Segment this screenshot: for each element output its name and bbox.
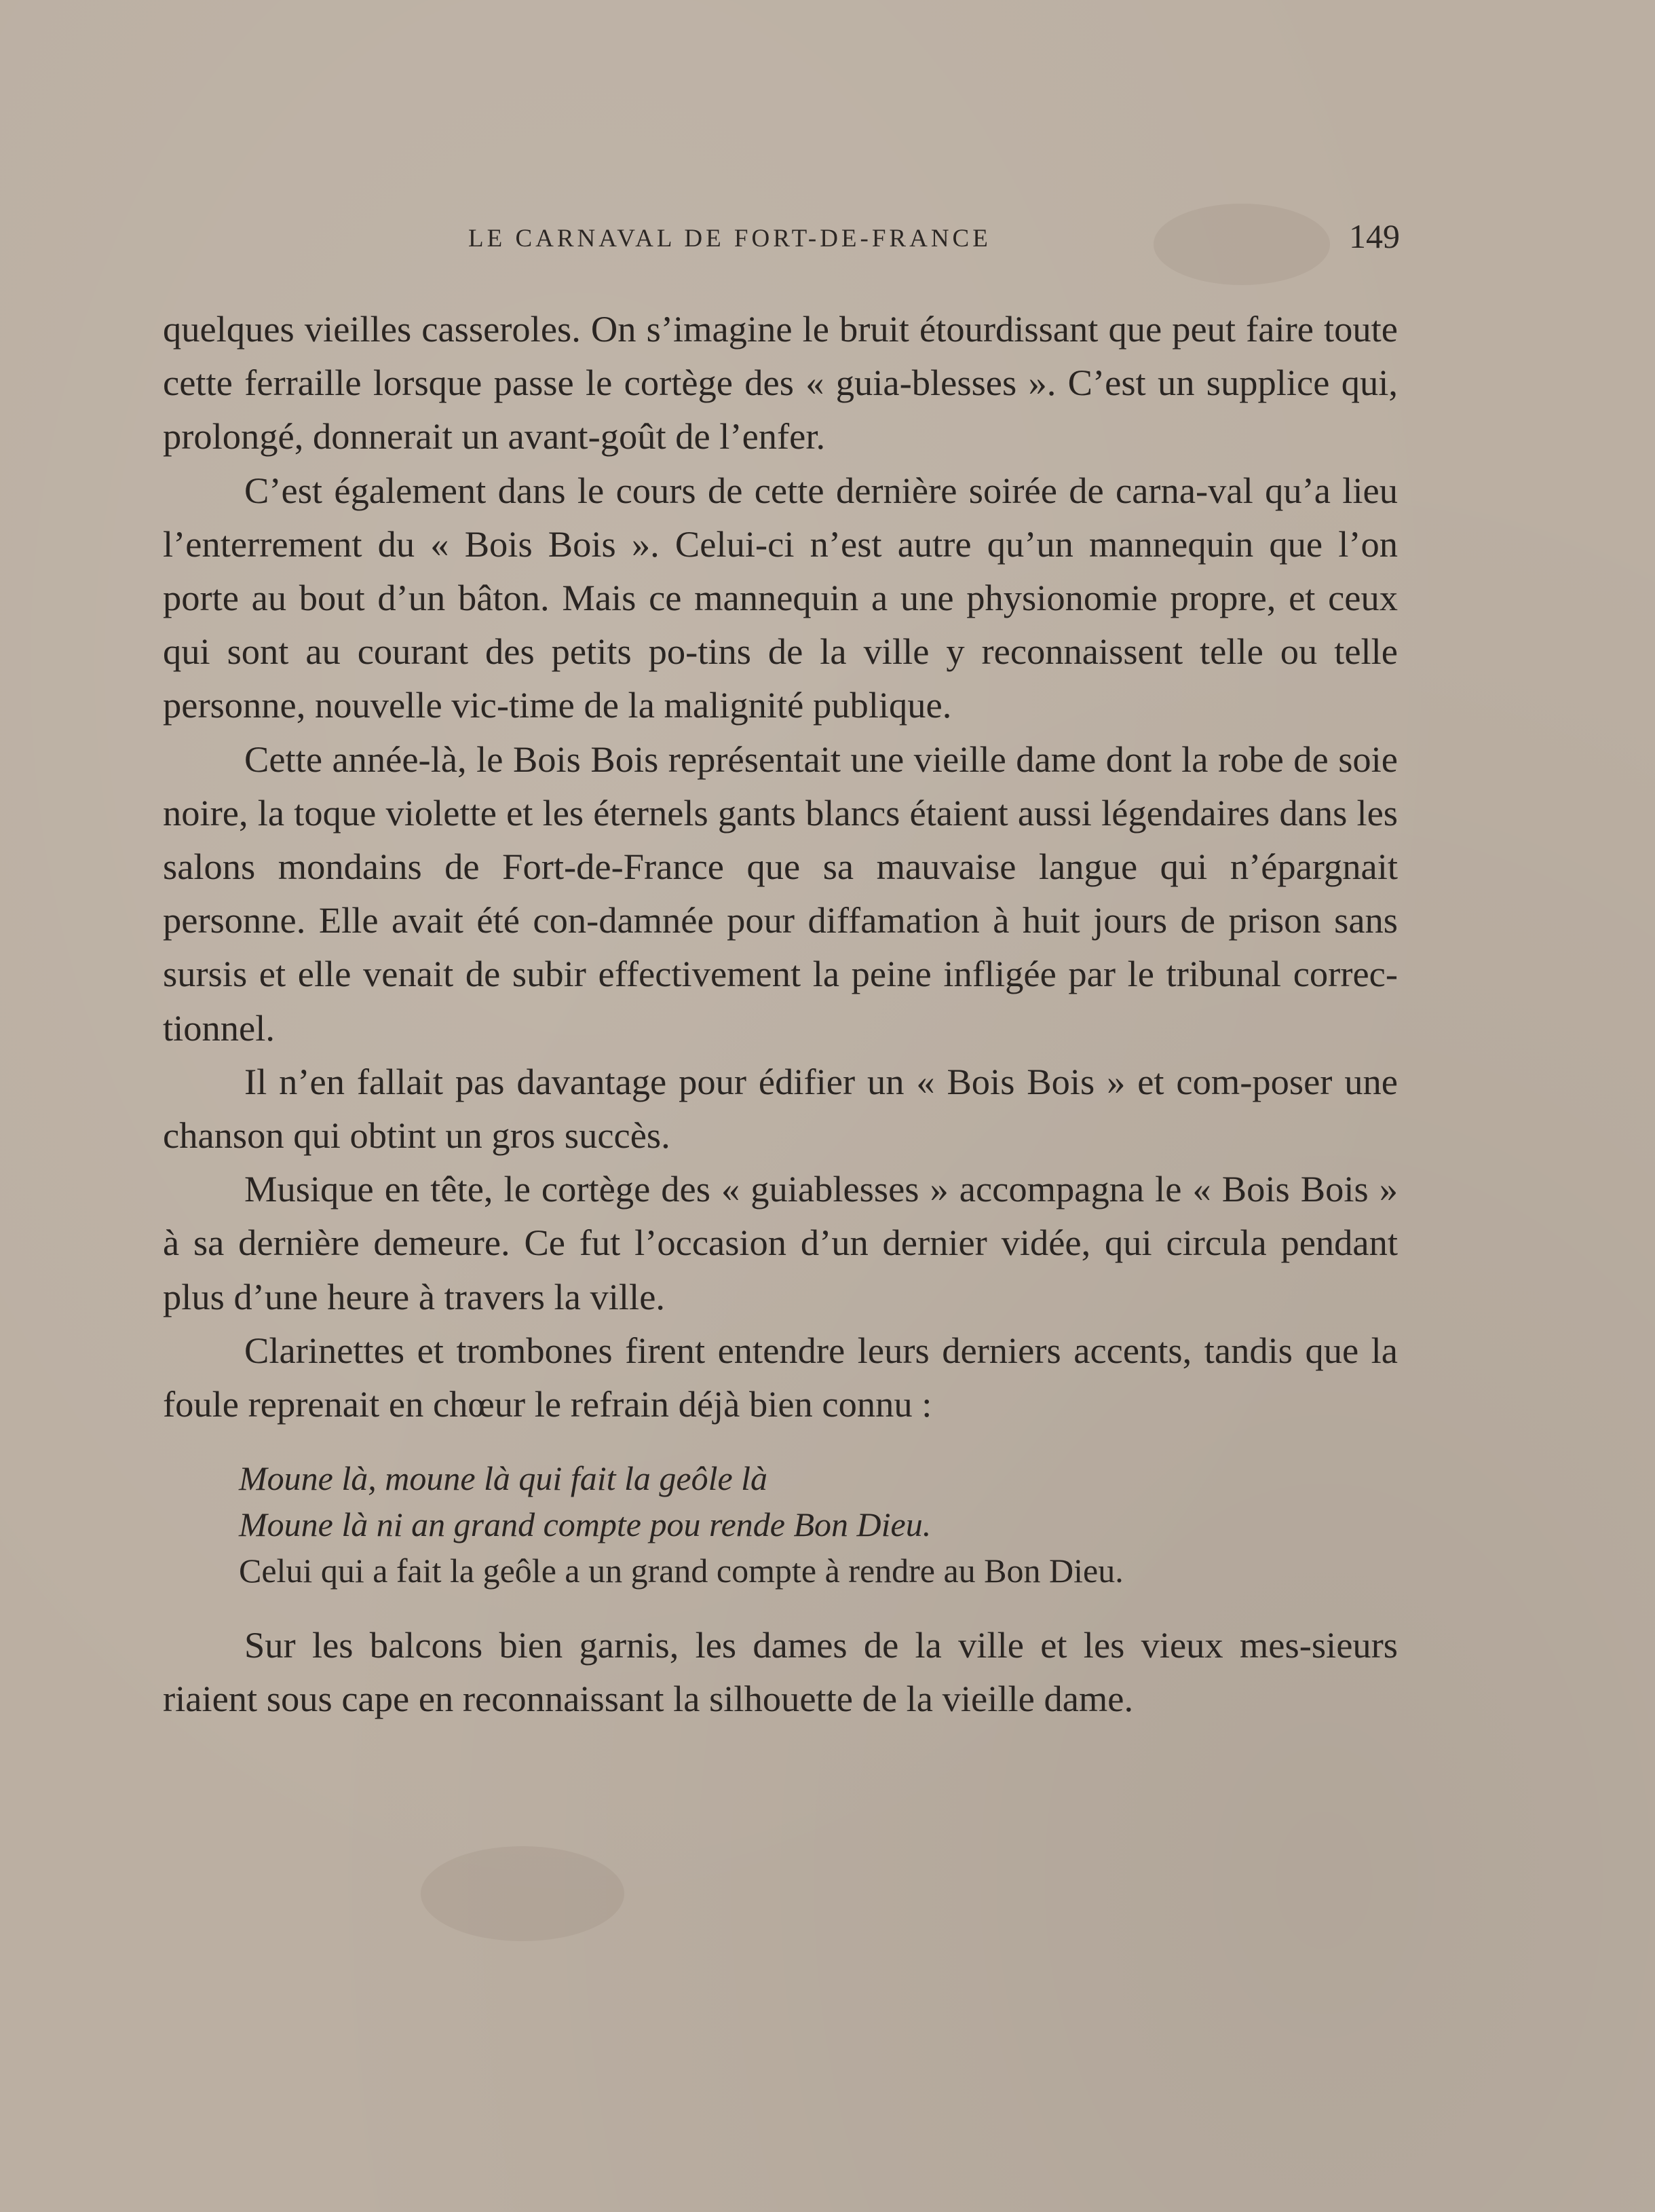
verse-line: Moune là ni an grand compte pou rende Bon Dieu. xyxy=(239,1505,932,1544)
paragraph: Clarinettes et trombones firent entendre leurs derniers accents, tandis que la foule reprenait en chœur le refrain déjà bien connu : xyxy=(163,1329,1398,1425)
paragraph: C’est également dans le cours de cette dernière soirée de carna-val qu’a lieu l’enterrement du « Bois Bois ». Celui-ci n’est autre qu’un mannequin que l’on porte au bout d’un bâton. Mais ce mannequin a une physionomie propre, et ceux qui sont au courant des petits po-tins de la ville y reconnaissent telle ou telle personne, nouvelle vic-time de la malignité publique. xyxy=(163,469,1398,726)
paper-stain xyxy=(421,1846,624,1941)
paragraph: Cette année-là, le Bois Bois représentait une vieille dame dont la robe de soie noire, la toque violette et les éternels gants blancs étaient aussi légendaires dans les salons mondains de Fort-de-France que sa mauvaise langue qui n’épargnait personne. Elle avait été con-damnée pour diffamation à huit jours de prison sans sursis et elle venait de subir effectivement la peine infligée par le tribunal correc-tionnel. xyxy=(163,738,1398,1049)
paragraph: Sur les balcons bien garnis, les dames de la ville et les vieux mes-sieurs riaient sous cape en reconnaissant la silhouette de la vieille dame. xyxy=(163,1624,1398,1720)
body-text xyxy=(163,302,1398,1726)
paragraph: quelques vieilles casseroles. On s’imagine le bruit étourdissant que peut faire toute cette ferraille lorsque passe le cortège des « guia-blesses ». C’est un supplice qui, prolongé, donnerait un avant-goût de l’enfer. xyxy=(163,308,1398,457)
verse-line: Moune là, moune là qui fait la geôle là xyxy=(239,1459,768,1498)
running-title: LE CARNAVAL DE FORT-DE-FRANCE xyxy=(468,225,991,252)
song-verse xyxy=(239,1455,1398,1594)
page-number: 149 xyxy=(1349,217,1400,255)
verse-translation: Celui qui a fait la geôle a un grand compte à rendre au Bon Dieu. xyxy=(239,1552,1124,1590)
running-head xyxy=(161,219,1400,259)
paragraph: Musique en tête, le cortège des « guiablesses » accompagna le « Bois Bois » à sa dernière demeure. Ce fut l’occasion d’un dernier vidée, qui circula pendant plus d’une heure à travers la ville. xyxy=(163,1168,1398,1317)
paragraph: Il n’en fallait pas davantage pour édifier un « Bois Bois » et com-poser une chanson qui obtint un gros succès. xyxy=(163,1060,1398,1157)
